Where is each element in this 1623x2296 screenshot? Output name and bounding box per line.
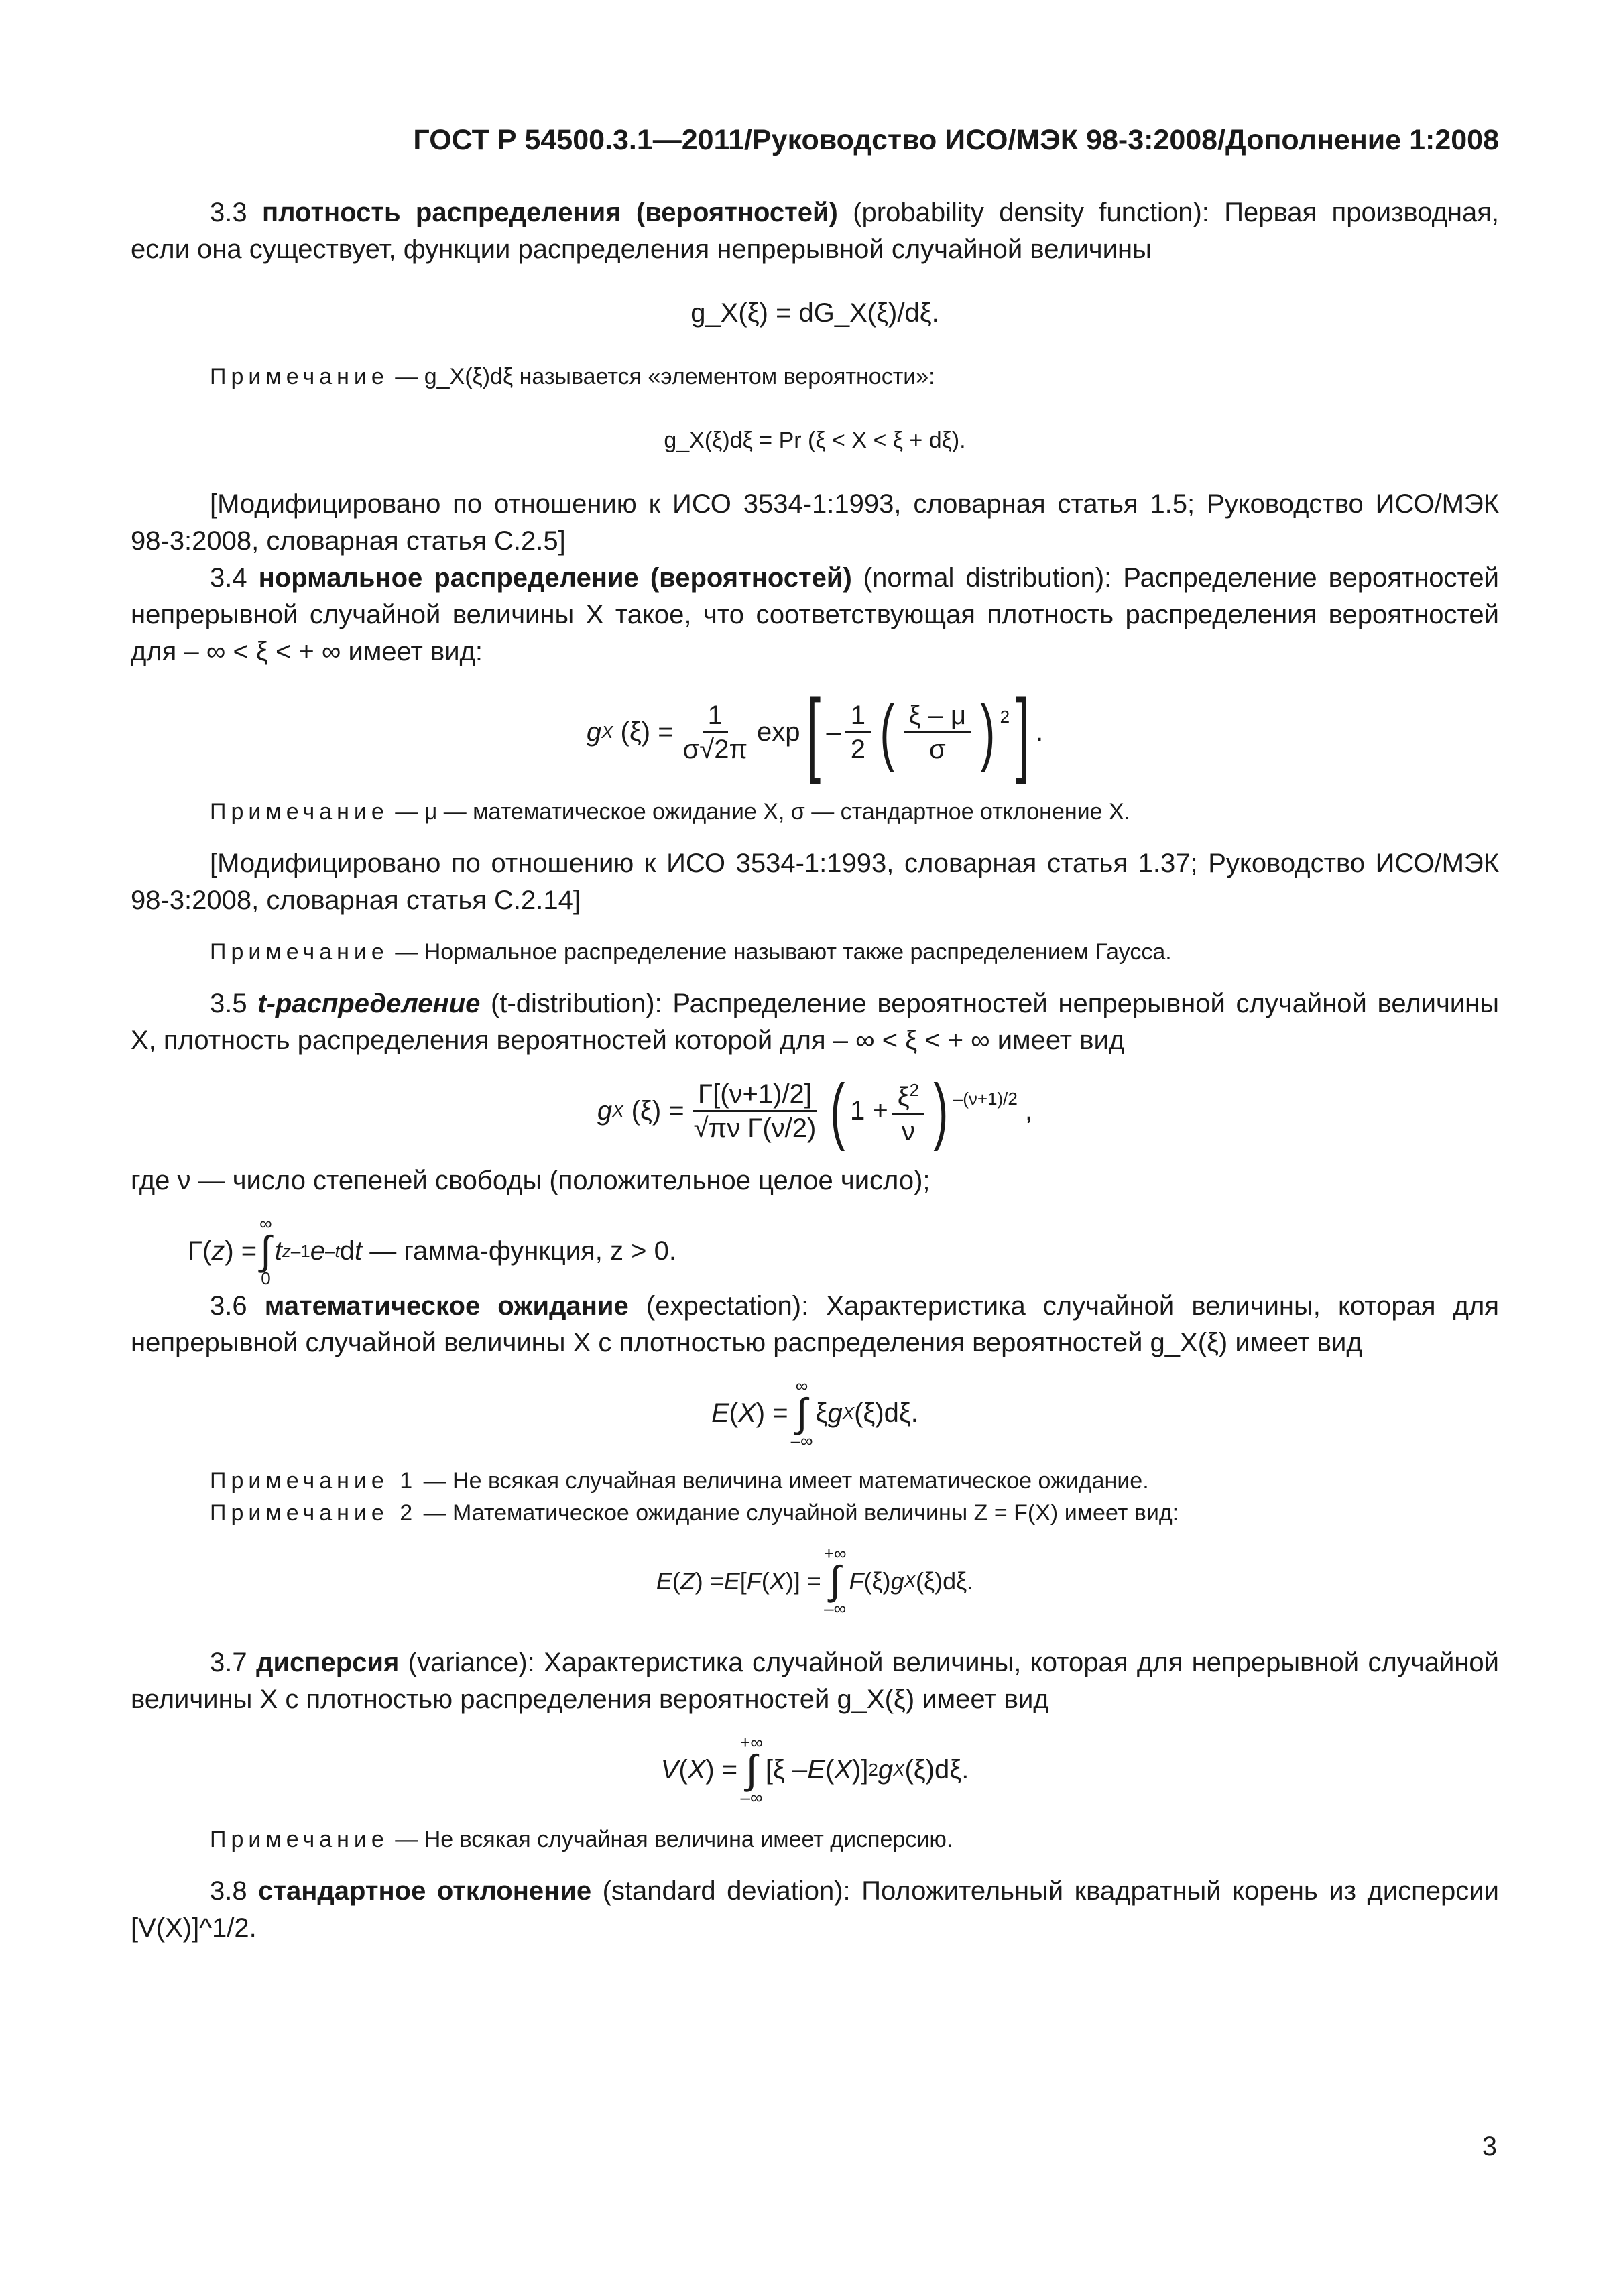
term: плотность распределения (вероятностей) xyxy=(261,198,838,227)
note-3-4: Примечание — μ — математическое ожидание X, σ — стандартное отклонение X. xyxy=(210,799,1131,825)
section-3-6: 3.6 математическое ожидание (expectation): Характеристика случайной величины, которая для непрерывной случайной величины X с плотностью распределения вероятностей g_X(ξ) имеет вид xyxy=(131,1291,1500,1357)
formula-variance: V ( X ) = +∞ ∫ –∞ [ξ – E ( X )] 2 g X (ξ)dξ. xyxy=(660,1732,969,1807)
formula-expectation: E ( X ) = ∞ ∫ –∞ ξ g X (ξ)dξ. xyxy=(711,1376,918,1451)
section-3-3 xyxy=(131,194,1499,268)
note-gauss: Примечание — Нормальное распределение называют также распределением Гаусса. xyxy=(210,939,1172,965)
section-number: 3.3 xyxy=(210,198,247,227)
note-3-3: Примечание — g_X(ξ)dξ называется «элементом вероятности»: xyxy=(210,364,935,389)
reference-3-3: [Модифицировано по отношению к ИСО 3534-1:1993, словарная статья 1.5; Руководство ИСО/МЭК 98-3:2008, словарная статья С.2.5] xyxy=(131,489,1499,556)
section-3-7: 3.7 дисперсия (variance): Характеристика случайной величины, которая для непрерывной случайной величины X с плотностью распределения вероятностей g_X(ξ) имеет вид xyxy=(131,1648,1499,1714)
definition-text: Первая производная, если она существует, функции распределения непрерывной случайной величины xyxy=(131,198,1500,264)
formula-pdf: g_X(ξ) = dG_X(ξ)/dξ. xyxy=(690,298,939,328)
formula-normal-distribution: g X (ξ) = $\frac{1}{\sigma√2\pi}$ exp [ – $\frac{1}{2}$ ( $\frac{\xi - \mu}{\sigma}$ ) $^2$ ] . xyxy=(586,679,1044,784)
note-3-7: Примечание — Не всякая случайная величина имеет дисперсию. xyxy=(210,1827,953,1852)
document-body xyxy=(131,194,1499,1947)
page-number: 3 xyxy=(1482,2132,1497,2161)
formula-expectation-z: E ( Z ) = E [ F ( X )] = +∞ ∫ –∞ F (ξ) g X (ξ)dξ. xyxy=(656,1543,974,1618)
reference-3-4: [Модифицировано по отношению к ИСО 3534-1:1993, словарная статья 1.37; Руководство ИСО/МЭК 98-3:2008, словарная статья С.2.14] xyxy=(131,849,1499,915)
note-3-6-1: Примечание 1 — Не всякая случайная величина имеет математическое ожидание. xyxy=(210,1468,1149,1494)
formula-probability-element: g_X(ξ)dξ = Pr (ξ < X < ξ + dξ). xyxy=(664,428,966,453)
term-english: (probability density function): xyxy=(853,198,1209,227)
note-3-6-2: Примечание 2 — Математическое ожидание случайной величины Z = F(X) имеет вид: xyxy=(210,1500,1179,1526)
section-3-4: 3.4 нормальное распределение (вероятностей) (normal distribution): Распределение вероятностей непрерывной случайной величины X такое, что соответствующая плотность распределения вероятностей для – ∞ < ξ < + ∞ имеет вид: xyxy=(131,563,1499,666)
gamma-function: Γ( z ) = ∞ ∫ 0 t z–1 e –t d t — гамма-функция, z > 0. xyxy=(188,1213,676,1288)
document-header: ГОСТ Р 54500.3.1—2011/Руководство ИСО/МЭК 98-3:2008/Дополнение 1:2008 xyxy=(413,124,1499,156)
formula-t-distribution: g X (ξ) = $\frac{\Gamma[(\nu+1)/2]}{\text{√πν Γ(ν/2)}}$ ( 1 + $\frac{\xi^2}{\nu}$ ) $^{-(\nu+1)/2}$ , xyxy=(597,1069,1033,1152)
section-3-5: 3.5 t-распределение (t-distribution): Распределение вероятностей непрерывной случайной величины X, плотность распределения вероятностей которой для – ∞ < ξ < + ∞ имеет вид xyxy=(131,989,1499,1055)
degrees-of-freedom: где ν — число степеней свободы (положительное целое число); xyxy=(131,1166,930,1195)
section-3-8: 3.8 стандартное отклонение (standard deviation): Положительный квадратный корень из дисперсии [V(X)]^1/2. xyxy=(131,1876,1499,1943)
